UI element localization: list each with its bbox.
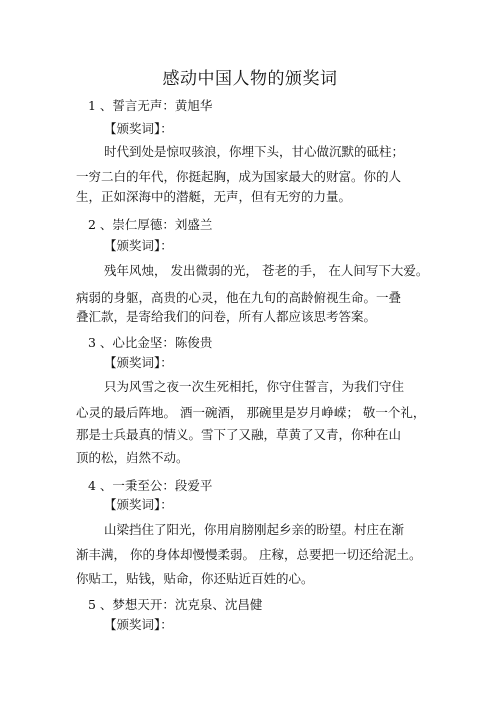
section-3-line-3: 那是士兵最真的情义。雪下了又融，草黄了又青，你种在山: [76, 427, 402, 442]
section-2-line-1: 残年风烛， 发出微弱的光， 苍老的手， 在人间写下大爱。: [104, 263, 429, 278]
section-heading-5: 5 、梦想天开：沈克泉、沈昌健: [88, 597, 263, 612]
section-heading-3: 3 、心比金坚：陈俊贵: [88, 335, 213, 350]
section-4-line-1: 山梁挡住了阳光，你用肩膀刚起乡亲的盼望。村庄在渐: [104, 522, 405, 537]
section-2-line-3: 叠汇款，是寄给我们的问卷，所有人都应该思考答案。: [76, 309, 377, 324]
award-label-1: 【颁奖词】：: [104, 121, 173, 136]
document-title: 感动中国人物的颁奖词: [162, 69, 338, 89]
section-1-line-2: 一穷二白的年代，你挺起胸，成为国家最大的财富。你的人: [76, 169, 402, 184]
award-label-5: 【颁奖词】：: [104, 617, 173, 632]
section-3-line-2: 心灵的最后阵地。 酒一碗酒， 那碗里是岁月峥嵘； 敬一个礼，: [76, 405, 426, 420]
section-heading-1: 1 、誓言无声：黄旭华: [88, 98, 213, 113]
section-4-line-2: 渐丰满， 你的身体却慢慢柔弱。 庄稼，总要把一切还给泥土。: [76, 547, 422, 562]
section-1-line-3: 生，正如深海中的潜艇，无声，但有无穷的力量。: [76, 189, 352, 204]
section-1-line-1: 时代到处是惊叹骇浪，你埋下头，甘心做沉默的砥柱；: [104, 144, 405, 159]
award-label-3: 【颁奖词】：: [104, 355, 173, 370]
section-4-line-3: 你贴工，贴钱，贴命，你还贴近百姓的心。: [76, 571, 314, 586]
section-2-line-2: 病弱的身躯，高贵的心灵，他在九旬的高龄俯视生命。一叠: [76, 290, 402, 305]
section-3-line-4: 顶的松，岿然不动。: [76, 450, 189, 465]
section-heading-2: 2 、崇仁厚德：刘盛兰: [88, 217, 213, 232]
section-3-line-1: 只为风雪之夜一次生死相托，你守住誓言，为我们守住: [104, 379, 405, 394]
award-label-4: 【颁奖词】：: [104, 497, 173, 512]
award-label-2: 【颁奖词】：: [104, 238, 173, 253]
section-heading-4: 4 、一秉至公：段爱平: [88, 478, 213, 493]
